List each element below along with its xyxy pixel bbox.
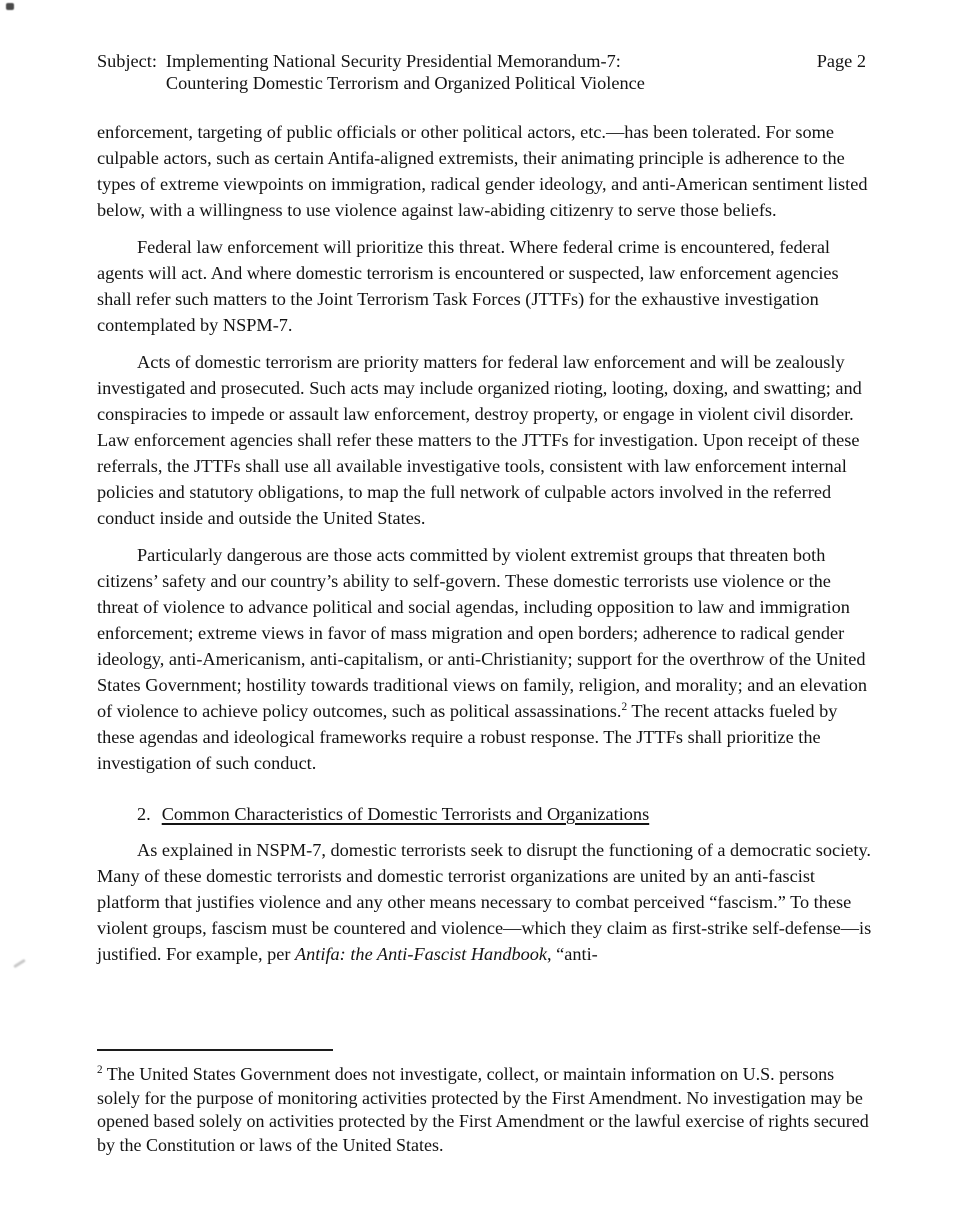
text-run: As explained in NSPM-7, domestic terrorists seek to disrupt the functioning of a democratic society. Many of these domestic terrorists and domestic terrorist organizations are united by an anti-fascist platform that justifies violence and any other means necessary to combat perceived “fascism.” To these violent groups, fascism must be countered and violence—which they claim as first-strike self-defense—is justified. For example, per: [97, 840, 872, 964]
text-run: , “anti-: [547, 944, 598, 964]
section-heading: [97, 801, 874, 827]
footnote-text: [97, 1063, 879, 1157]
scan-smudge: [13, 959, 26, 968]
text-run: enforcement, targeting of public officials or other political actors, etc.—has been tolerated. For some culpable actors, such as certain Antifa-aligned extremists, their animating principle is adherence to the types of extreme viewpoints on immigration, radical gender ideology, and anti-American sentiment listed below, with a willingness to use violence against law-abiding citizenry to serve those beliefs.: [97, 122, 868, 220]
scan-speck: [6, 3, 14, 10]
body-paragraph: [97, 234, 874, 338]
page-header: [97, 50, 866, 94]
body-paragraph: [97, 119, 874, 223]
text-run: The recent attacks fueled by these agendas and ideological frameworks require a robust response. The JTTFs shall prioritize the investigation of such conduct.: [97, 701, 838, 773]
subject-lines: [166, 50, 645, 94]
text-run: Acts of domestic terrorism are priority matters for federal law enforcement and will be zealously investigated and prosecuted. Such acts may include organized rioting, looting, doxing, and swatting; and conspiracies to impede or assault law enforcement, destroy property, or engage in violent civil disorder. Law enforcement agencies shall refer these matters to the JTTFs for investigation. Upon receipt of these referrals, the JTTFs shall use all available investigative tools, consistent with law enforcement internal policies and statutory obligations, to map the full network of culpable actors involved in the referred conduct inside and outside the United States.: [97, 352, 862, 528]
body-paragraph: [97, 542, 874, 776]
footnote-section: [97, 1049, 879, 1157]
text-run: Federal law enforcement will prioritize this threat. Where federal crime is encountered, federal agents will act. And where domestic terrorism is encountered or suspected, law enforcement agencies shall refer such matters to the Joint Terrorism Task Forces (JTTFs) for the exhaustive investigation contemplated by NSPM-7.: [97, 237, 839, 335]
section-title: Common Characteristics of Domestic Terrorists and Organizations: [161, 804, 650, 824]
footnote-marker: 2: [97, 1064, 103, 1076]
footnote-reference: 2: [621, 700, 628, 713]
subject-label: Subject:: [97, 51, 157, 71]
text-run: Particularly dangerous are those acts committed by violent extremist groups that threaten both citizens’ safety and our country’s ability to self-govern. These domestic terrorists use violence or the threat of violence to advance political and social agendas, including opposition to law and immigration enforcement; extreme views in favor of mass migration and open borders; adherence to radical gender ideology, anti-Americanism, anti-capitalism, or anti-Christianity; support for the overthrow of the United States Government; hostility towards traditional views on family, religion, and morality; and an elevation of violence to achieve policy outcomes, such as political assassinations.: [97, 545, 868, 721]
subject-line-2: Countering Domestic Terrorism and Organized Political Violence: [165, 73, 645, 93]
section-number: 2.: [137, 804, 151, 824]
footnote-content: The United States Government does not investigate, collect, or maintain information on U.S. persons solely for the purpose of monitoring activities protected by the First Amendment. No investigation may be opened based solely on activities protected by the First Amendment or the lawful exercise of rights secured by the Constitution or laws of the United States.: [97, 1064, 869, 1155]
footnote-separator: [97, 1049, 333, 1051]
document-body: [97, 119, 874, 978]
text-run: Antifa: the Anti-Fascist Handbook: [295, 944, 548, 964]
page-number: Page 2: [816, 51, 866, 71]
subject-block: [97, 50, 866, 94]
body-paragraph: [97, 349, 874, 531]
body-paragraph: [97, 837, 874, 967]
subject-line-1: Implementing National Security Presidential Memorandum-7:: [165, 51, 621, 71]
